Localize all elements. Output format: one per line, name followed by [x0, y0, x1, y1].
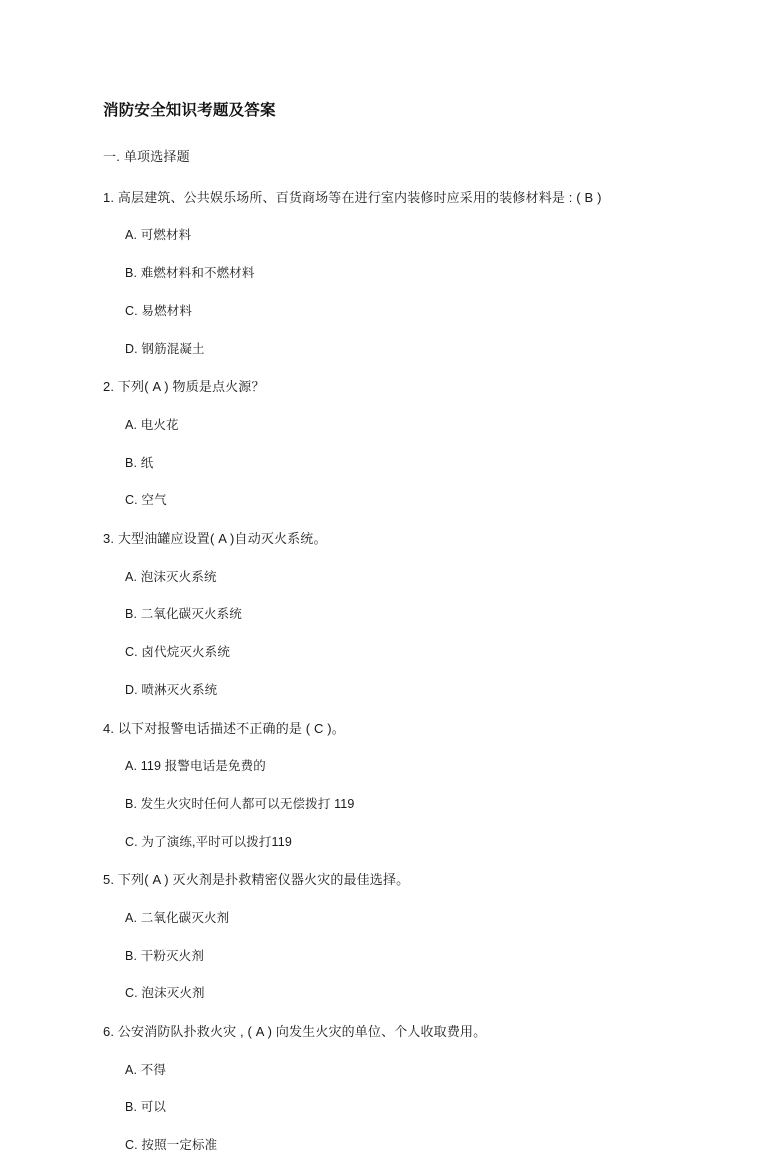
option-item: C. 易燃材料 [125, 303, 193, 318]
option-list [103, 757, 692, 851]
option-item: A. 119 报警电话是免费的 [125, 759, 266, 774]
option-item: B. 可以 [125, 1100, 167, 1115]
option-list [103, 568, 692, 700]
option-list [103, 226, 692, 358]
question-list [103, 188, 692, 1155]
option-item: A. 电火花 [125, 417, 179, 432]
option-item: C. 泡沫灭火剂 [125, 986, 205, 1001]
option-item: C. 卤代烷灭火系统 [125, 645, 230, 660]
question-item [103, 188, 692, 359]
question-stem: 3. 大型油罐应设置( A )自动灭火系统。 [103, 531, 327, 547]
option-item: C. 按照一定标准 [125, 1138, 218, 1153]
option-item: A. 不得 [125, 1062, 167, 1077]
option-item: C. 空气 [125, 493, 167, 508]
option-item: A. 可燃材料 [125, 228, 192, 243]
question-item [103, 1022, 692, 1155]
question-item [103, 870, 692, 1003]
question-stem: 1. 高层建筑、公共娱乐场所、百货商场等在进行室内装修时应采用的装修材料是 : ( B ) [103, 189, 602, 205]
option-item: B. 纸 [125, 455, 154, 470]
question-item [103, 529, 692, 700]
option-item: D. 钢筋混凝土 [125, 341, 205, 356]
option-item: A. 二氧化碳灭火剂 [125, 910, 230, 925]
option-item: D. 喷淋灭火系统 [125, 682, 218, 697]
option-list [103, 909, 692, 1003]
question-stem: 6. 公安消防队扑救火灾 , ( A ) 向发生火灾的单位、个人收取费用。 [103, 1024, 487, 1040]
option-item: C. 为了演练,平时可以拨打119 [125, 834, 292, 849]
question-stem: 4. 以下对报警电话描述不正确的是 ( C )。 [103, 720, 345, 736]
page-title: 消防安全知识考题及答案 [103, 102, 276, 119]
option-list [103, 1061, 692, 1155]
option-item: B. 干粉灭火剂 [125, 948, 204, 963]
question-item [103, 377, 692, 510]
question-item [103, 719, 692, 852]
option-item: B. 二氧化碳灭火系统 [125, 607, 242, 622]
question-stem: 2. 下列( A ) 物质是点火源？ [103, 379, 265, 395]
option-item: B. 发生火灾时任何人都可以无偿拨打 119 [125, 796, 355, 811]
option-list [103, 416, 692, 510]
option-item: A. 泡沫灭火系统 [125, 569, 217, 584]
question-stem: 5. 下列( A ) 灭火剂是扑救精密仪器火灾的最佳选择。 [103, 872, 410, 888]
section-heading: 一. 单项选择题 [103, 148, 190, 164]
option-item: B. 难燃材料和不燃材料 [125, 266, 255, 281]
